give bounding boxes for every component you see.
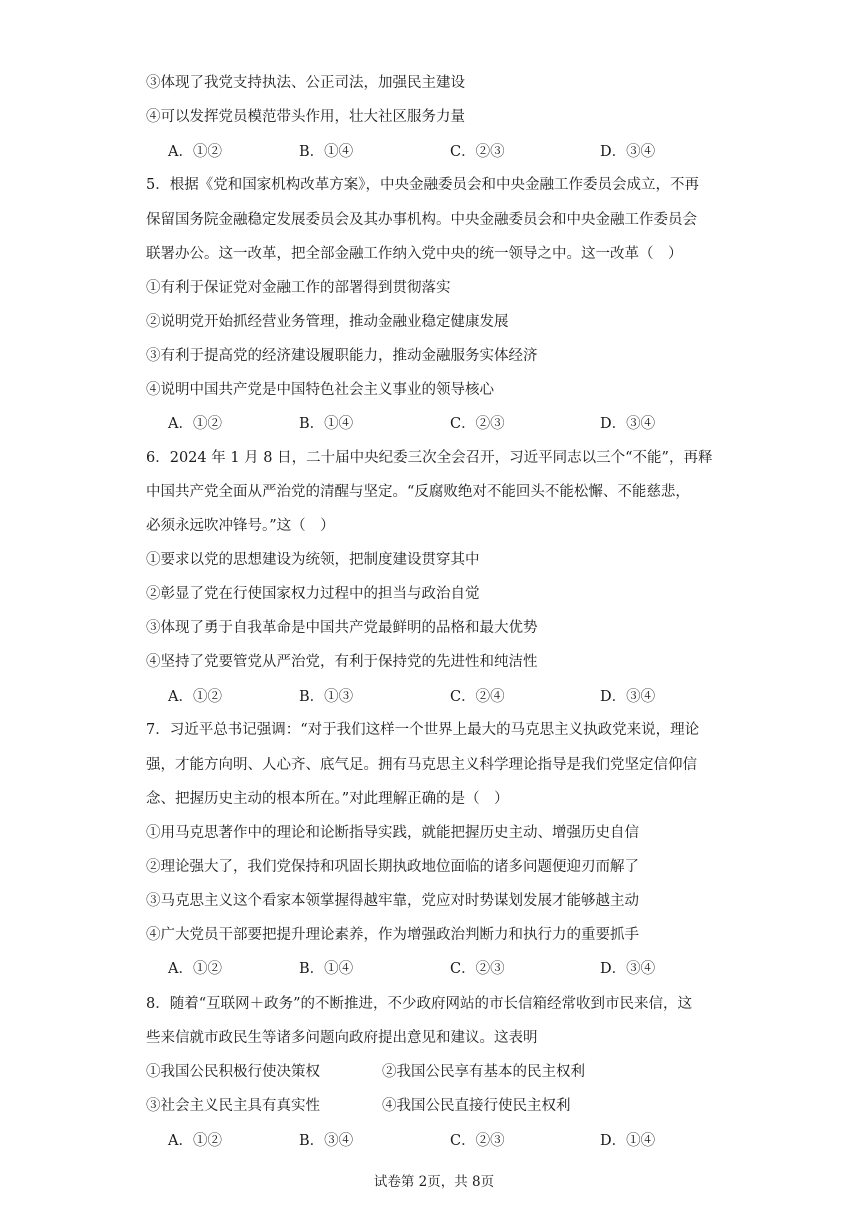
q4-choice-d[interactable]: D．③④	[600, 144, 656, 160]
q7-option-1: ①用马克思著作中的理论和论断指导实践，就能把握历史主动、增强历史自信	[146, 825, 639, 841]
q7-choice-a[interactable]: A．①②	[168, 961, 222, 977]
q5-option-2: ②说明党开始抓经营业务管理，推动金融业稳定健康发展	[146, 314, 509, 330]
q7-choice-c[interactable]: C．②③	[450, 961, 505, 977]
q4-choice-c[interactable]: C．②③	[450, 144, 505, 160]
q5-stem-line-3: 联署办公。这一改革，把全部金融工作纳入党中央的统一领导之中。这一改革（ ）	[146, 246, 683, 262]
q7-stem-line-1: 7．习近平总书记强调：“对于我们这样一个世界上最大的马克思主义执政党来说，理论	[146, 722, 700, 738]
q6-choice-b[interactable]: B．①③	[299, 689, 354, 705]
q7-stem-line-3: 念、把握历史主动的根本所在。”对此理解正确的是（ ）	[146, 791, 509, 807]
q7-option-3: ③马克思主义这个看家本领掌握得越牢靠，党应对时势谋划发展才能够越主动	[146, 893, 639, 909]
q4-option-3: ③体现了我党支持执法、公正司法，加强民主建设	[146, 75, 465, 91]
q4-option-4: ④可以发挥党员模范带头作用，壮大社区服务力量	[146, 109, 465, 125]
q8-stem-line-2: 些来信就市政民生等诸多问题向政府提出意见和建议。这表明	[146, 1030, 538, 1046]
q8-option-2: ②我国公民享有基本的民主权利	[382, 1064, 585, 1080]
q4-choice-b[interactable]: B．①④	[299, 144, 354, 160]
q8-choice-a[interactable]: A．①②	[168, 1133, 222, 1149]
q6-stem-line-3: 必须永远吹冲锋号。”这（ ）	[146, 518, 335, 534]
q5-choice-b[interactable]: B．①④	[299, 416, 354, 432]
q6-stem-line-1: 6．2024 年 1 月 8 日，二十届中央纪委三次全会召开，习近平同志以三个“不能”，再释	[146, 450, 713, 466]
q5-choice-d[interactable]: D．③④	[600, 416, 656, 432]
q5-choice-a[interactable]: A．①②	[168, 416, 222, 432]
page-footer: 试卷第 2页，共 8页	[373, 1174, 495, 1190]
q5-choices	[168, 414, 728, 434]
q8-option-4: ④我国公民直接行使民主权利	[382, 1098, 571, 1114]
q5-option-4: ④说明中国共产党是中国特色社会主义事业的领导核心	[146, 382, 494, 398]
q5-choice-c[interactable]: C．②③	[450, 416, 505, 432]
q7-choice-b[interactable]: B．①④	[299, 961, 354, 977]
q4-choice-a[interactable]: A．①②	[168, 144, 222, 160]
q6-option-4: ④坚持了党要管党从严治党，有利于保持党的先进性和纯洁性	[146, 654, 538, 670]
q5-option-1: ①有利于保证党对金融工作的部署得到贯彻落实	[146, 280, 451, 296]
q6-choice-d[interactable]: D．③④	[600, 689, 656, 705]
q6-option-1: ①要求以党的思想建设为统领，把制度建设贯穿其中	[146, 552, 480, 568]
q8-stem-line-1: 8．随着“互联网＋政务”的不断推进，不少政府网站的市长信箱经常收到市民来信，这	[146, 996, 693, 1012]
q8-option-3: ③社会主义民主具有真实性	[146, 1098, 320, 1114]
q7-option-4: ④广大党员干部要把提升理论素养，作为增强政治判断力和执行力的重要抓手	[146, 927, 639, 943]
q8-choices	[168, 1131, 728, 1151]
q6-choice-a[interactable]: A．①②	[168, 689, 222, 705]
q5-option-3: ③有利于提高党的经济建设履职能力，推动金融服务实体经济	[146, 348, 538, 364]
q6-choice-c[interactable]: C．②④	[450, 689, 505, 705]
q6-choices	[168, 687, 728, 707]
q4-choices	[168, 142, 728, 162]
q7-option-2: ②理论强大了，我们党保持和巩固长期执政地位面临的诸多问题便迎刃而解了	[146, 859, 639, 875]
q8-choice-c[interactable]: C．②③	[450, 1133, 505, 1149]
q7-stem-line-2: 强，才能方向明、人心齐、底气足。拥有马克思主义科学理论指导是我们党坚定信仰信	[146, 757, 697, 773]
q8-choice-d[interactable]: D．①④	[600, 1133, 656, 1149]
q7-choices	[168, 959, 728, 979]
q6-option-3: ③体现了勇于自我革命是中国共产党最鲜明的品格和最大优势	[146, 620, 538, 636]
q6-option-2: ②彰显了党在行使国家权力过程中的担当与政治自觉	[146, 586, 480, 602]
q7-choice-d[interactable]: D．③④	[600, 961, 656, 977]
q8-choice-b[interactable]: B．③④	[299, 1133, 354, 1149]
q6-stem-line-2: 中国共产党全面从严治党的清醒与坚定。“反腐败绝对不能回头不能松懈、不能慈悲，	[146, 484, 690, 500]
q8-option-1: ①我国公民积极行使决策权	[146, 1064, 320, 1080]
q5-stem-line-2: 保留国务院金融稳定发展委员会及其办事机构。中央金融委员会和中央金融工作委员会	[146, 212, 697, 228]
q5-stem-line-1: 5．根据《党和国家机构改革方案》，中央金融委员会和中央金融工作委员会成立，不再	[146, 177, 699, 193]
